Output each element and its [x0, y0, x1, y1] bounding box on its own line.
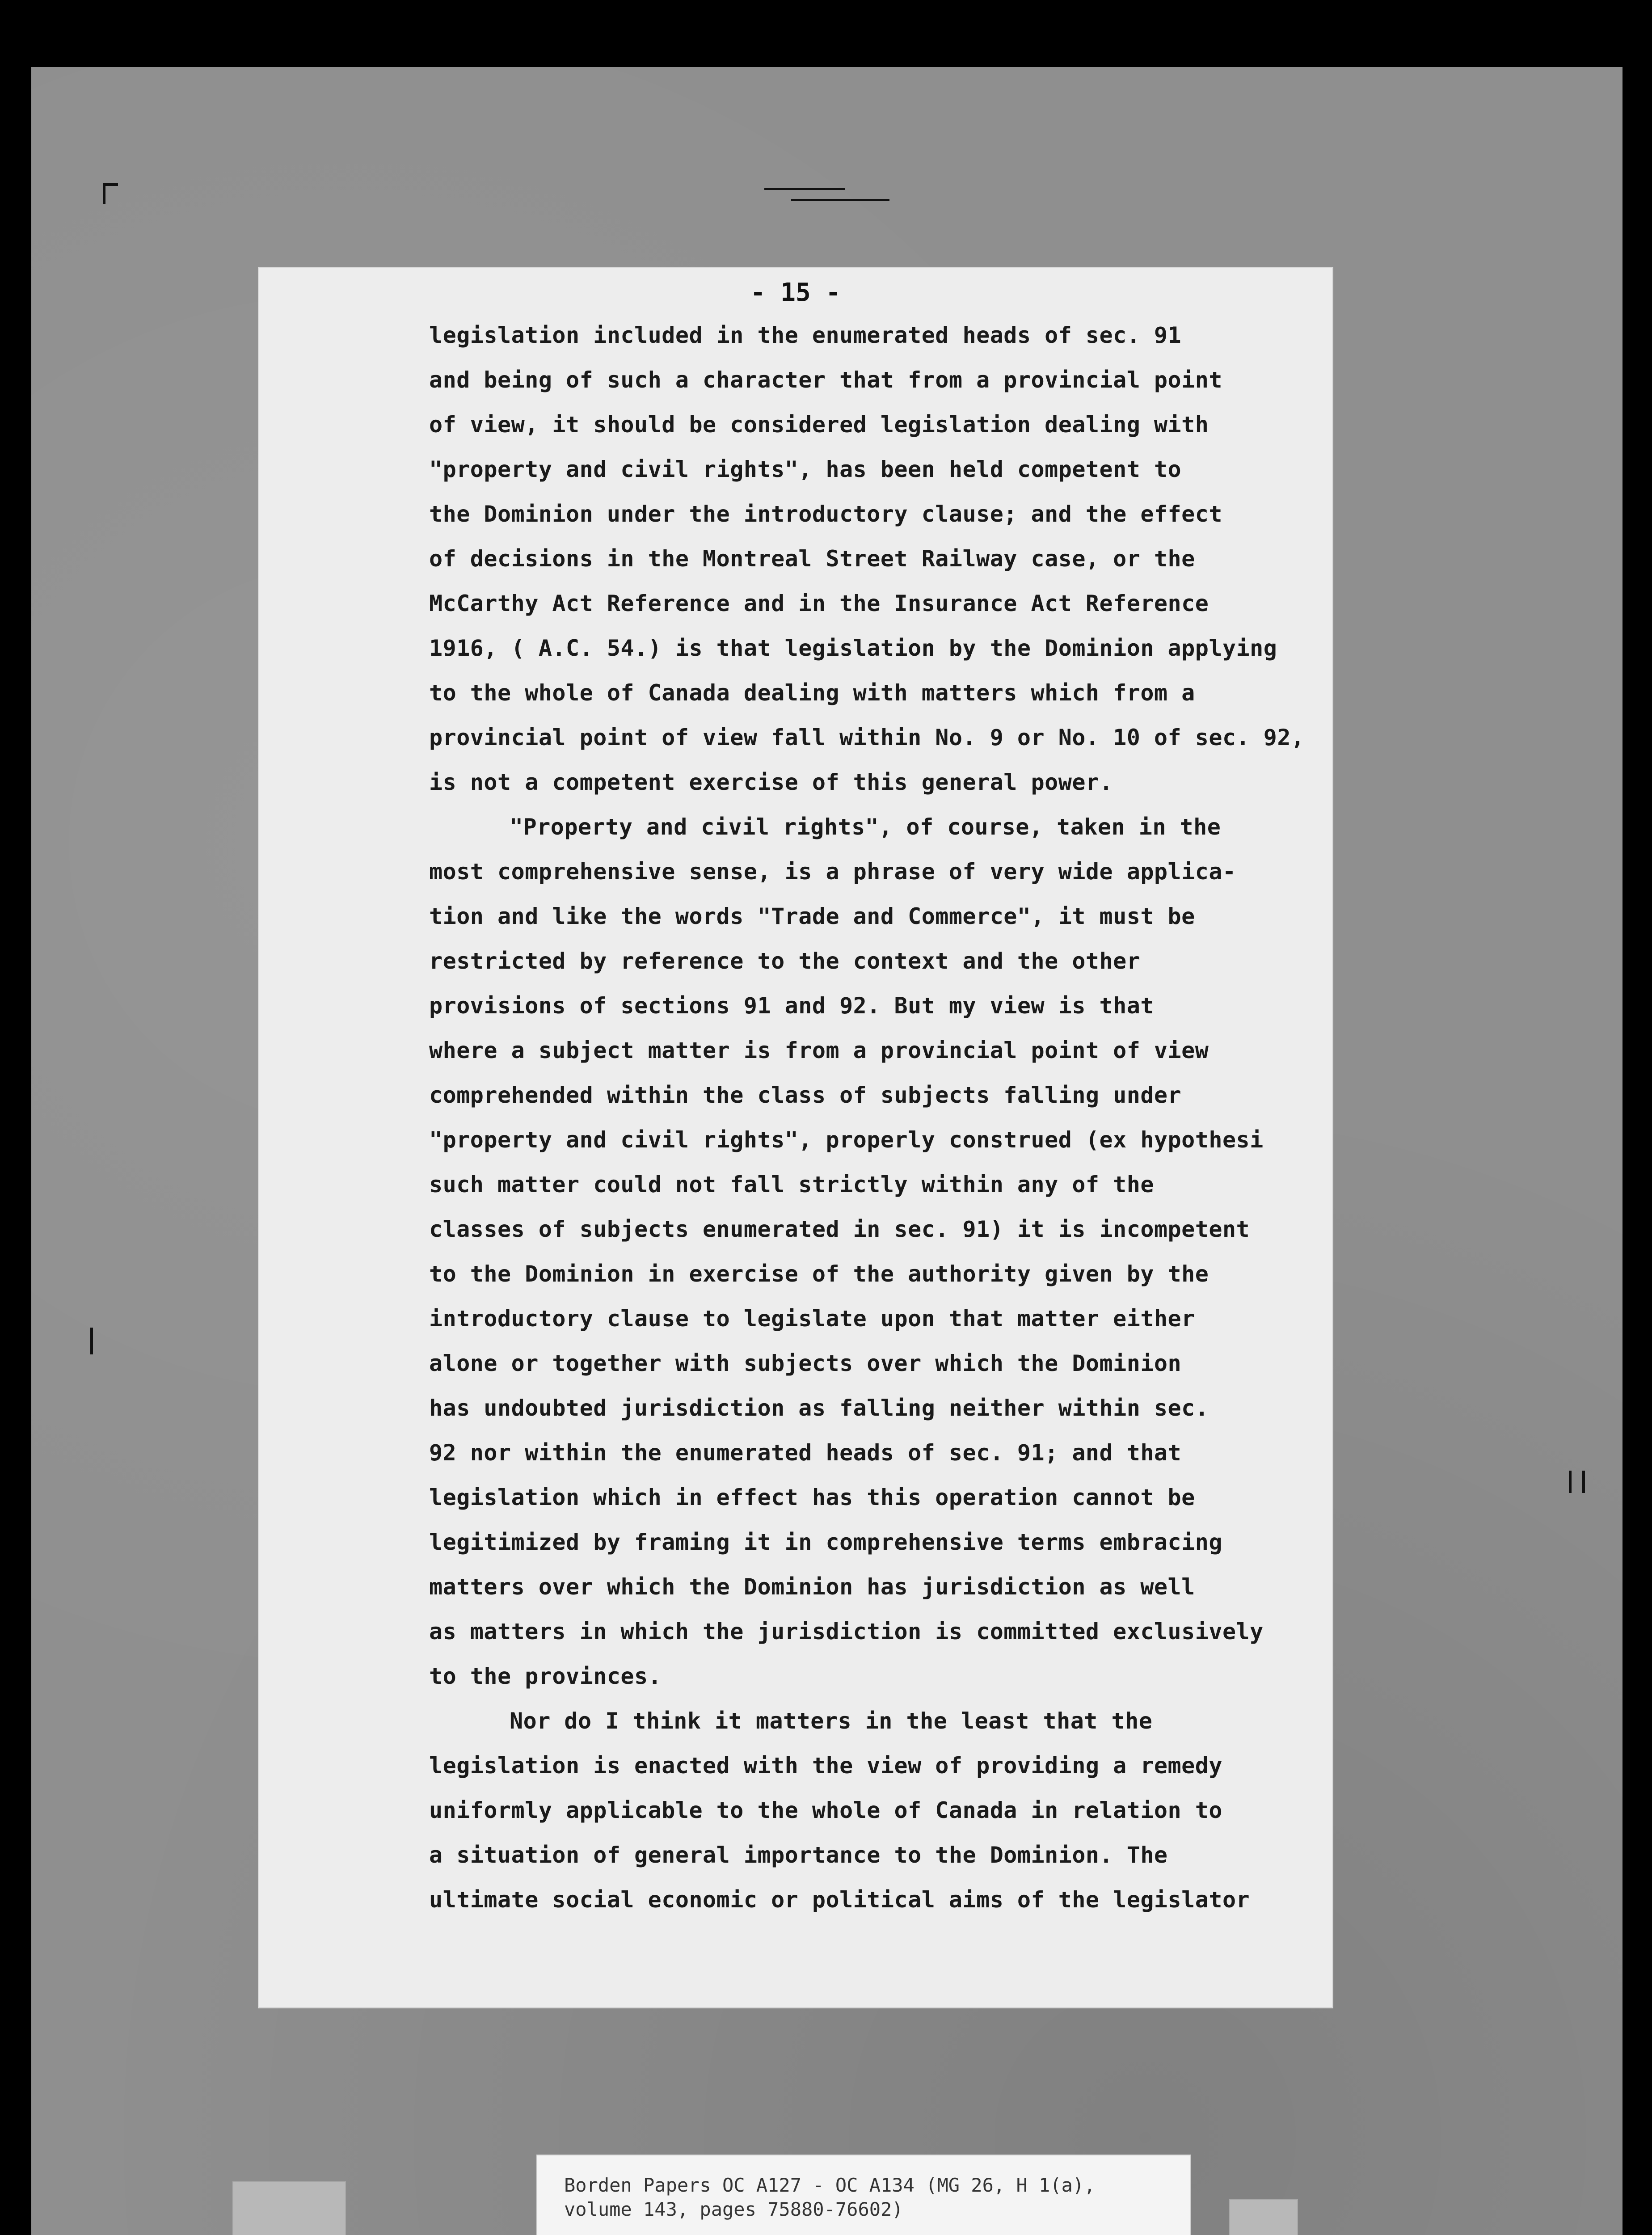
edge-mark: [90, 1328, 93, 1354]
text-line: legislation which in effect has this operation cannot be: [429, 1484, 1195, 1510]
text-line: matters over which the Dominion has jurisdiction as well: [429, 1574, 1195, 1600]
tape-strip: [232, 2181, 346, 2235]
tape-strip: [1229, 2199, 1298, 2235]
text-line: the Dominion under the introductory clause; and the effect: [429, 501, 1222, 527]
edge-mark: [1582, 1471, 1585, 1493]
text-line: ultimate social economic or political aims of the legislator: [429, 1887, 1250, 1913]
text-line: 1916, ( A.C. 54.) is that legislation by the Dominion applying: [429, 635, 1277, 661]
text-line: uniformly applicable to the whole of Canada in relation to: [429, 1797, 1222, 1823]
edge-mark: [1569, 1471, 1572, 1493]
text-line: to the provinces.: [429, 1663, 662, 1689]
text-line: of decisions in the Montreal Street Railway case, or the: [429, 546, 1195, 572]
top-mark: [791, 199, 889, 201]
text-line: such matter could not fall strictly within any of the: [429, 1172, 1154, 1198]
page-body-text: [429, 313, 1319, 1922]
page-number: - 15 -: [750, 278, 841, 307]
text-line: comprehended within the class of subjects falling under: [429, 1082, 1182, 1108]
text-line: provincial point of view fall within No. 9 or No. 10 of sec. 92,: [429, 725, 1305, 751]
archive-reference-line: Borden Papers OC A127 - OC A134 (MG 26, H 1(a),: [564, 2174, 1096, 2196]
text-line: "property and civil rights", properly construed (ex hypothesi: [429, 1127, 1264, 1153]
text-line: has undoubted jurisdiction as falling neither within sec.: [429, 1395, 1209, 1421]
top-mark: [764, 188, 845, 190]
text-line: restricted by reference to the context and the other: [429, 948, 1141, 974]
archive-reference-line: volume 143, pages 75880-76602): [564, 2198, 903, 2220]
text-line: 92 nor within the enumerated heads of sec. 91; and that: [429, 1440, 1182, 1466]
text-line: alone or together with subjects over which the Dominion: [429, 1350, 1182, 1376]
text-line: is not a competent exercise of this general power.: [429, 769, 1113, 795]
registration-mark-top-left: [103, 183, 118, 204]
text-line: legislation included in the enumerated heads of sec. 91: [429, 322, 1182, 348]
text-line: introductory clause to legislate upon that matter either: [429, 1306, 1195, 1332]
text-line: to the Dominion in exercise of the authority given by the: [429, 1261, 1209, 1287]
text-line: legitimized by framing it in comprehensive terms embracing: [429, 1529, 1222, 1555]
text-line: of view, it should be considered legislation dealing with: [429, 412, 1209, 438]
text-line: as matters in which the jurisdiction is committed exclusively: [429, 1619, 1264, 1645]
text-line: where a subject matter is from a provincial point of view: [429, 1037, 1209, 1063]
text-line: McCarthy Act Reference and in the Insurance Act Reference: [429, 590, 1209, 616]
text-line: and being of such a character that from a provincial point: [429, 367, 1222, 393]
text-line: "Property and civil rights", of course, taken in the: [510, 814, 1221, 840]
text-line: tion and like the words "Trade and Commerce", it must be: [429, 903, 1195, 929]
text-line: most comprehensive sense, is a phrase of very wide applica-: [429, 859, 1236, 885]
text-line: to the whole of Canada dealing with matters which from a: [429, 680, 1195, 706]
text-line: a situation of general importance to the Dominion. The: [429, 1842, 1168, 1868]
typed-page: [259, 268, 1332, 2007]
text-line: provisions of sections 91 and 92. But my view is that: [429, 993, 1154, 1019]
text-line: legislation is enacted with the view of providing a remedy: [429, 1753, 1222, 1779]
text-line: Nor do I think it matters in the least that the: [510, 1708, 1153, 1734]
text-line: classes of subjects enumerated in sec. 91) it is incompetent: [429, 1216, 1250, 1242]
archive-reference-slip: [536, 2155, 1191, 2235]
archive-reference-text: [564, 2173, 1172, 2222]
text-line: "property and civil rights", has been held competent to: [429, 456, 1182, 482]
